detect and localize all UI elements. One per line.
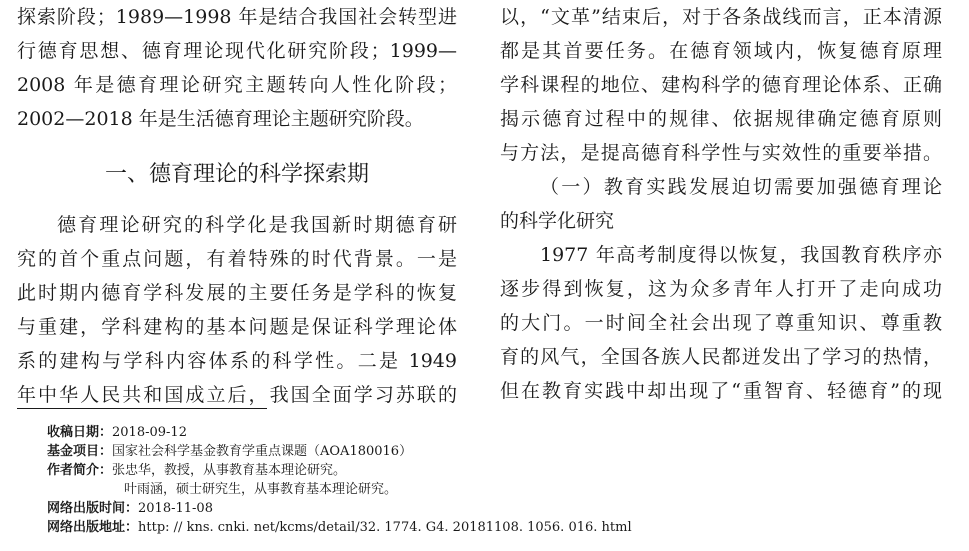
body-line: 德育理论研究的科学化是我国新时期德育研 bbox=[57, 214, 457, 236]
online-publish-url bbox=[47, 518, 947, 537]
author-bio bbox=[47, 461, 947, 480]
body-line: 育的风气，全国各族人民都迸发出了学习的热情， bbox=[500, 346, 942, 368]
body-line: 年中华人民共和国成立后，我国全面学习苏联的 bbox=[17, 384, 457, 406]
intro-line: 2002—2018 年是生活德育理论主题研究阶段。 bbox=[17, 108, 424, 130]
online-publish-time-value: 2018-11-08 bbox=[138, 501, 213, 516]
online-publish-url-value[interactable]: http: // kns. cnki. net/kcms/detail/32. 1774. G4. 20181108. 1056. 016. html bbox=[138, 520, 632, 535]
fund-project-value: 国家社会科学基金教育学重点课题（AOA180016） bbox=[112, 444, 413, 459]
fund-project-label: 基金项目： bbox=[47, 444, 113, 459]
online-publish-time bbox=[47, 499, 947, 518]
footnote-divider bbox=[17, 408, 267, 409]
body-line: 与重建，学科建构的基本问题是保证科学理论体 bbox=[17, 316, 457, 338]
body-line: 揭示德育过程中的规律、依据规律确定德育原则 bbox=[500, 108, 942, 130]
intro-line: 探索阶段；1989—1998 年是结合我国社会转型进 bbox=[17, 6, 457, 28]
right-column bbox=[500, 0, 942, 408]
section-heading: 一、德育理论的科学探索期 bbox=[104, 162, 369, 187]
body-line: 系的建构与学科内容体系的科学性。二是 1949 bbox=[17, 350, 457, 372]
body-line: 1977 年高考制度得以恢复，我国教育秩序亦 bbox=[540, 244, 942, 266]
online-publish-time-label: 网络出版时间： bbox=[47, 501, 139, 516]
received-date-value: 2018-09-12 bbox=[112, 425, 187, 440]
author-bio-value-1: 张忠华，教授，从事教育基本理论研究。 bbox=[112, 463, 347, 478]
body-line: 但在教育实践中却出现了“重智育、轻德育”的现 bbox=[500, 380, 942, 402]
intro-line: 行德育思想、德育理论现代化研究阶段；1999— bbox=[17, 40, 457, 62]
body-line: 此时期内德育学科发展的主要任务是学科的恢复 bbox=[17, 282, 457, 304]
received-date bbox=[47, 423, 947, 442]
author-bio-label: 作者简介： bbox=[47, 463, 113, 478]
body-line: 究的首个重点问题，有着特殊的时代背景。一是 bbox=[17, 248, 457, 270]
body-line: 学科课程的地位、建构科学的德育理论体系、正确 bbox=[500, 74, 942, 96]
footnotes bbox=[47, 423, 947, 537]
author-bio-value-2: 叶雨涵，硕士研究生，从事教育基本理论研究。 bbox=[124, 482, 398, 497]
intro-line: 2008 年是德育理论研究主题转向人性化阶段； bbox=[17, 74, 457, 96]
subsection-heading: 的科学化研究 bbox=[500, 210, 615, 232]
body-line: 与方法，是提高德育科学性与实效性的重要举措。 bbox=[500, 142, 942, 164]
subsection-heading: （一）教育实践发展迫切需要加强德育理论 bbox=[540, 176, 942, 198]
author-bio-continued bbox=[47, 480, 947, 499]
online-publish-url-label: 网络出版地址： bbox=[47, 520, 139, 535]
body-line: 逐步得到恢复，这为众多青年人打开了走向成功 bbox=[500, 278, 942, 300]
left-column bbox=[17, 0, 457, 412]
body-line: 都是其首要任务。在德育领域内，恢复德育原理 bbox=[500, 40, 942, 62]
received-date-label: 收稿日期： bbox=[47, 425, 113, 440]
body-line: 的大门。一时间全社会出现了尊重知识、尊重教 bbox=[500, 312, 942, 334]
body-line: 以，“文革”结束后，对于各条战线而言，正本清源 bbox=[500, 6, 942, 28]
fund-project bbox=[47, 442, 947, 461]
